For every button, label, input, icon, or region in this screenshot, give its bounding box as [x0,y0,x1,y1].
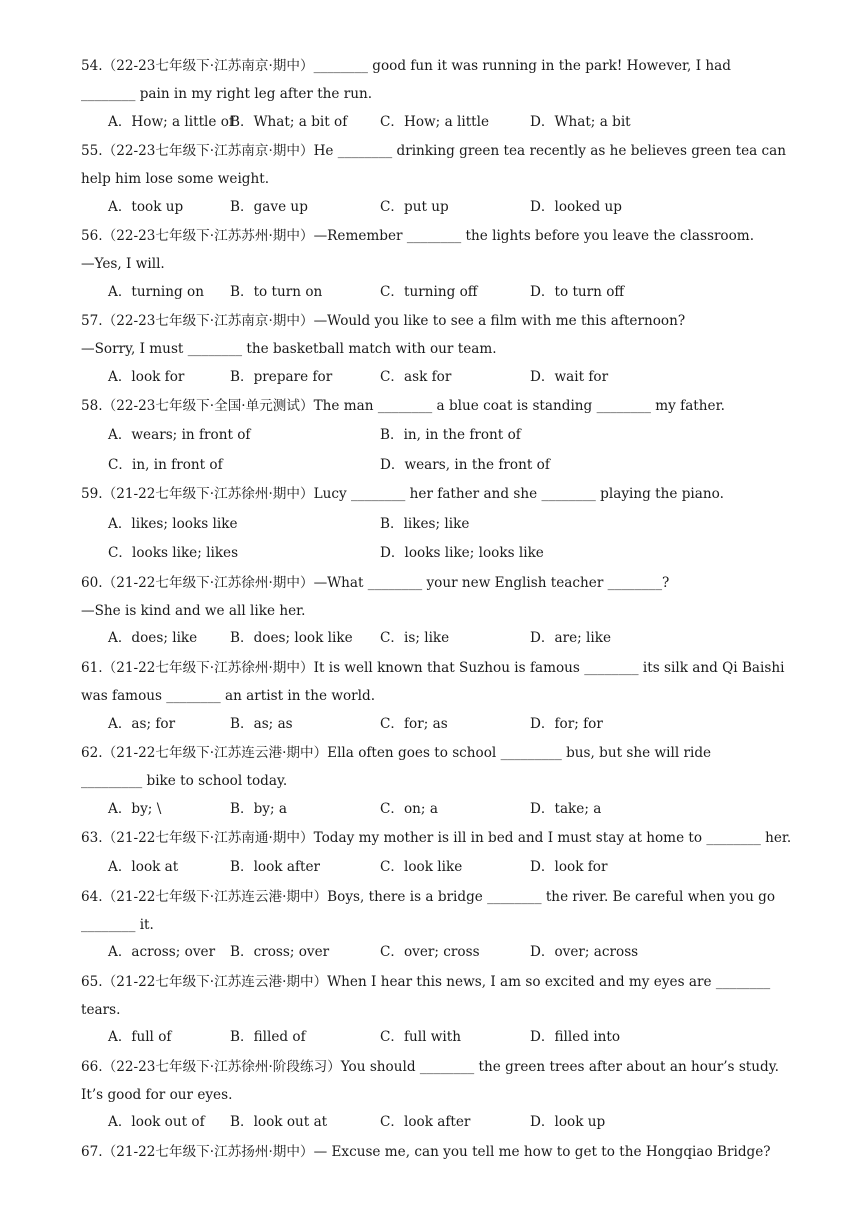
question-stem-continued: _________ bike to school today. [81,773,288,789]
question-stem: 55.（22-23七年级下·江苏南京·期中）He ________ drinking green tea recently as he believes green tea can [81,143,787,159]
answer-option-d: D．looked up [530,199,622,215]
question-stem: 57.（22-23七年级下·江苏南京·期中）—Would you like to see a film with me this afternoon? [81,313,686,329]
answer-option-a: A．across; over [108,944,216,960]
answer-option-d: D．looks like; looks like [380,545,544,561]
question-stem-continued: ________ pain in my right leg after the run. [81,86,373,102]
answer-option-a: A．full of [108,1029,172,1045]
question-stem: 54.（22-23七年级下·江苏南京·期中）________ good fun it was running in the park! However, I had [81,58,731,74]
answer-option-d: D．for; for [530,716,603,732]
answer-option-a: A．look out of [108,1114,205,1130]
question-stem-continued: —Yes, I will. [81,256,165,272]
question-stem-continued: tears. [81,1002,121,1018]
answer-option-a: A．took up [108,199,184,215]
answer-option-c: C．full with [380,1029,461,1045]
question-stem: 65.（21-22七年级下·江苏连云港·期中）When I hear this news, I am so excited and my eyes are ________ [81,974,771,990]
question-stem: 67.（21-22七年级下·江苏扬州·期中）— Excuse me, can you tell me how to get to the Hongqiao Bridge? [81,1144,771,1160]
question-stem-continued: help him lose some weight. [81,171,270,187]
answer-option-d: D．look up [530,1114,606,1130]
answer-option-b: B．in, in the front of [380,427,521,443]
answer-option-d: D．wait for [530,369,609,385]
answer-option-c: C．look like [380,859,463,875]
answer-option-b: B．cross; over [230,944,330,960]
question-stem: 59.（21-22七年级下·江苏徐州·期中）Lucy ________ her father and she ________ playing the piano. [81,486,724,502]
answer-option-c: C．look after [380,1114,471,1130]
question-stem: 61.（21-22七年级下·江苏徐州·期中）It is well known that Suzhou is famous ________ its silk and Qi Baishi [81,660,785,676]
question-stem: 56.（22-23七年级下·江苏苏州·期中）—Remember ________ the lights before you leave the classroom. [81,228,755,244]
answer-option-d: D．are; like [530,630,612,646]
answer-option-b: B．likes; like [380,516,470,532]
answer-option-b: B．look out at [230,1114,328,1130]
answer-option-c: C．in, in front of [108,457,223,473]
answer-option-c: C．How; a little [380,114,490,130]
answer-option-b: B．What; a bit of [230,114,348,130]
question-stem: 62.（21-22七年级下·江苏连云港·期中）Ella often goes to school _________ bus, but she will ride [81,745,712,761]
answer-option-a: A．likes; looks like [108,516,238,532]
answer-option-c: C．over; cross [380,944,480,960]
answer-option-a: A．as; for [108,716,176,732]
question-stem: 64.（21-22七年级下·江苏连云港·期中）Boys, there is a bridge ________ the river. Be careful when you go [81,889,776,905]
question-stem: 60.（21-22七年级下·江苏徐州·期中）—What ________ your new English teacher ________? [81,575,670,591]
question-stem: 66.（22-23七年级下·江苏徐州·阶段练习）You should ________ the green trees after about an hour’s study. [81,1059,779,1075]
answer-option-b: B．look after [230,859,320,875]
answer-option-c: C．ask for [380,369,452,385]
answer-option-c: C．is; like [380,630,450,646]
question-stem-continued: It’s good for our eyes. [81,1087,233,1103]
answer-option-a: A．wears; in front of [108,427,251,443]
answer-option-a: A．turning on [108,284,204,300]
answer-option-a: A．How; a little of [108,114,234,130]
answer-option-c: C．looks like; likes [108,545,239,561]
answer-option-b: B．as; as [230,716,293,732]
answer-option-d: D．What; a bit [530,114,631,130]
question-stem-continued: —She is kind and we all like her. [81,603,306,619]
answer-option-c: C．for; as [380,716,448,732]
answer-option-d: D．wears, in the front of [380,457,550,473]
answer-option-b: B．prepare for [230,369,333,385]
answer-option-a: A．by; \ [108,801,162,817]
answer-option-d: D．over; across [530,944,639,960]
question-stem-continued: was famous ________ an artist in the world. [81,688,376,704]
answer-option-b: B．to turn on [230,284,323,300]
answer-option-a: A．look for [108,369,185,385]
answer-option-c: C．put up [380,199,449,215]
answer-option-b: B．filled of [230,1029,306,1045]
answer-option-d: D．filled into [530,1029,621,1045]
answer-option-b: B．by; a [230,801,287,817]
answer-option-d: D．take; a [530,801,602,817]
question-stem: 63.（21-22七年级下·江苏南通·期中）Today my mother is ill in bed and I must stay at home to ________ her. [81,830,792,846]
answer-option-c: C．on; a [380,801,438,817]
answer-option-d: D．look for [530,859,608,875]
question-stem-continued: —Sorry, I must ________ the basketball match with our team. [81,341,497,357]
answer-option-a: A．does; like [108,630,198,646]
answer-option-c: C．turning off [380,284,478,300]
question-stem-continued: ________ it. [81,917,154,933]
answer-option-b: B．gave up [230,199,308,215]
question-stem: 58.（22-23七年级下·全国·单元测试）The man ________ a blue coat is standing ________ my father. [81,398,725,414]
answer-option-d: D．to turn off [530,284,625,300]
answer-option-b: B．does; look like [230,630,353,646]
answer-option-a: A．look at [108,859,179,875]
